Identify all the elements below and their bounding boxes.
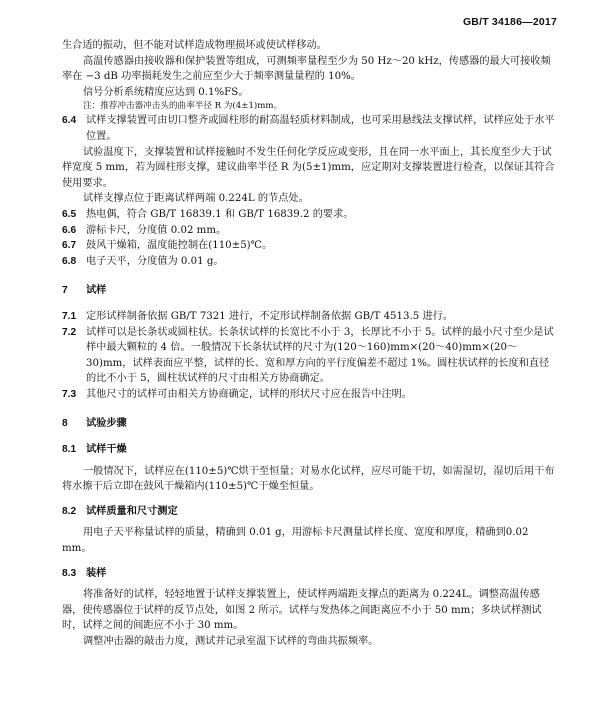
clause-text: 其他尺寸的试样可由相关方协商确定，试样的形状尺寸应在报告中注明。	[86, 388, 412, 400]
heading-title: 试样质量和尺寸测定	[86, 505, 178, 517]
paragraph: 将准备好的试样，轻轻地置于试样支撑装置上，使试样两端距支撑点的距离为 0.224L。调整高温传感器，使传感器位于试样的反节点处，如图 2 所示。试样与发热体之间距离应不小于 50 mm；多块试样测试时，试样之间的间距应不小于 30 mm。	[62, 589, 542, 632]
paragraph: 信号分析系统精度应达到 0.1%FS。	[83, 86, 249, 98]
clause-item	[62, 223, 558, 239]
heading-title: 试验步骤	[86, 418, 127, 430]
clause-text: 电子天平，分度值为 0.01 g。	[86, 255, 224, 267]
clause-number: 7.1	[62, 310, 77, 322]
standard-number-header: GB/T 34186—2017	[462, 16, 557, 28]
heading-title: 试样干燥	[86, 444, 127, 456]
clause-text: 试样可以是长条状或圆柱状。长条状试样的长宽比不小于 3，长厚比不小于 5。试样的最小尺寸至少是试样中最大颗粒的 4 倍。一般情况下长条状试样的尺寸为(120～160)mm×(20～40)mm×(20～30)mm，试样表面应平整，试样的长、宽和厚方向的平行度偏差不超过 1%。圆柱状试样的长度和直径的比不小于 5，圆柱状试样的尺寸由相关方协商确定。	[86, 326, 554, 385]
clause-item	[62, 309, 558, 325]
clause-item	[62, 254, 558, 270]
clause-number: 6.6	[62, 224, 77, 236]
clause-text: 游标卡尺，分度值 0.02 mm。	[86, 224, 227, 236]
clause-number: 8.1	[62, 444, 77, 456]
paragraph: 试样支撑点位于距离试样两端 0.224L 的节点处。	[83, 193, 309, 205]
paragraph: 生合适的振动，但不能对试样造成物理损坏或使试样移动。	[62, 40, 327, 51]
paragraph: 一般情况下，试样应在(110±5)℃烘干至恒量；对易水化试样，应尽可能干切，如需湿切，湿切后用干布将水擦干后立即在鼓风干燥箱内(110±5)℃干燥至恒量。	[62, 465, 555, 493]
clause-number: 6.8	[62, 255, 77, 267]
clause-item	[62, 387, 558, 403]
subsection-heading	[62, 504, 558, 520]
clause-item	[62, 325, 558, 387]
clause-item	[62, 207, 558, 223]
paragraph: 用电子天平称量试样的质量，精确到 0.01 g，用游标卡尺测量试样长度、宽度和厚度，精确到0.02 mm。	[62, 527, 529, 555]
clause-text: 定形试样制备依据 GB/T 7321 进行，不定形试样制备依据 GB/T 4513.5 进行。	[86, 310, 454, 322]
clause-number: 6.4	[62, 115, 77, 127]
clause-item	[62, 238, 558, 254]
clause-number: 8.3	[62, 567, 77, 579]
clause-number: 8.2	[62, 505, 77, 517]
paragraph: 试验温度下，支撑装置和试样接触时不发生任何化学反应或变形，且在同一水平面上，其长度至少大于试样宽度 5 mm，若为圆柱形支撑，建议曲率半径 R 为(5±1)mm，应定期对支撑装置进行检查，以保证其符合使用要求。	[62, 146, 555, 189]
subsection-heading	[62, 566, 558, 582]
paragraph: 高温传感器由接收器和保护装置等组成，可测频率量程至少为 50 Hz～20 kHz，传感器的最大可接收频率在 −3 dB 功率损耗发生之前应至少大于频率测量量程的 10%。	[62, 55, 551, 83]
clause-item	[62, 113, 558, 144]
clause-number: 6.5	[62, 208, 77, 220]
clause-number: 7.3	[62, 388, 77, 400]
heading-title: 试样	[86, 285, 107, 297]
section-heading	[62, 283, 558, 299]
clause-text: 热电偶，符合 GB/T 16839.1 和 GB/T 16839.2 的要求。	[86, 208, 354, 220]
clause-number: 7.2	[62, 326, 77, 338]
clause-number: 8	[62, 418, 68, 430]
heading-title: 装样	[86, 567, 107, 579]
clause-text: 鼓风干燥箱，温度能控制在(110±5)℃。	[86, 240, 273, 252]
section-heading	[62, 416, 558, 432]
clause-number: 7	[62, 285, 68, 297]
note: 注：推荐冲击器冲击头的曲率半径 R 为(4±1)mm。	[83, 101, 283, 112]
paragraph: 调整冲击器的敲击力度，测试并记录室温下试样的弯曲共振频率。	[83, 636, 379, 647]
clause-text: 试样支撑装置可由切口整齐或圆柱形的耐高温轻质材料制成，也可采用悬线法支撑试样，试样应处于水平位置。	[86, 115, 555, 142]
document-body	[62, 38, 558, 650]
subsection-heading	[62, 442, 558, 458]
clause-number: 6.7	[62, 240, 77, 252]
